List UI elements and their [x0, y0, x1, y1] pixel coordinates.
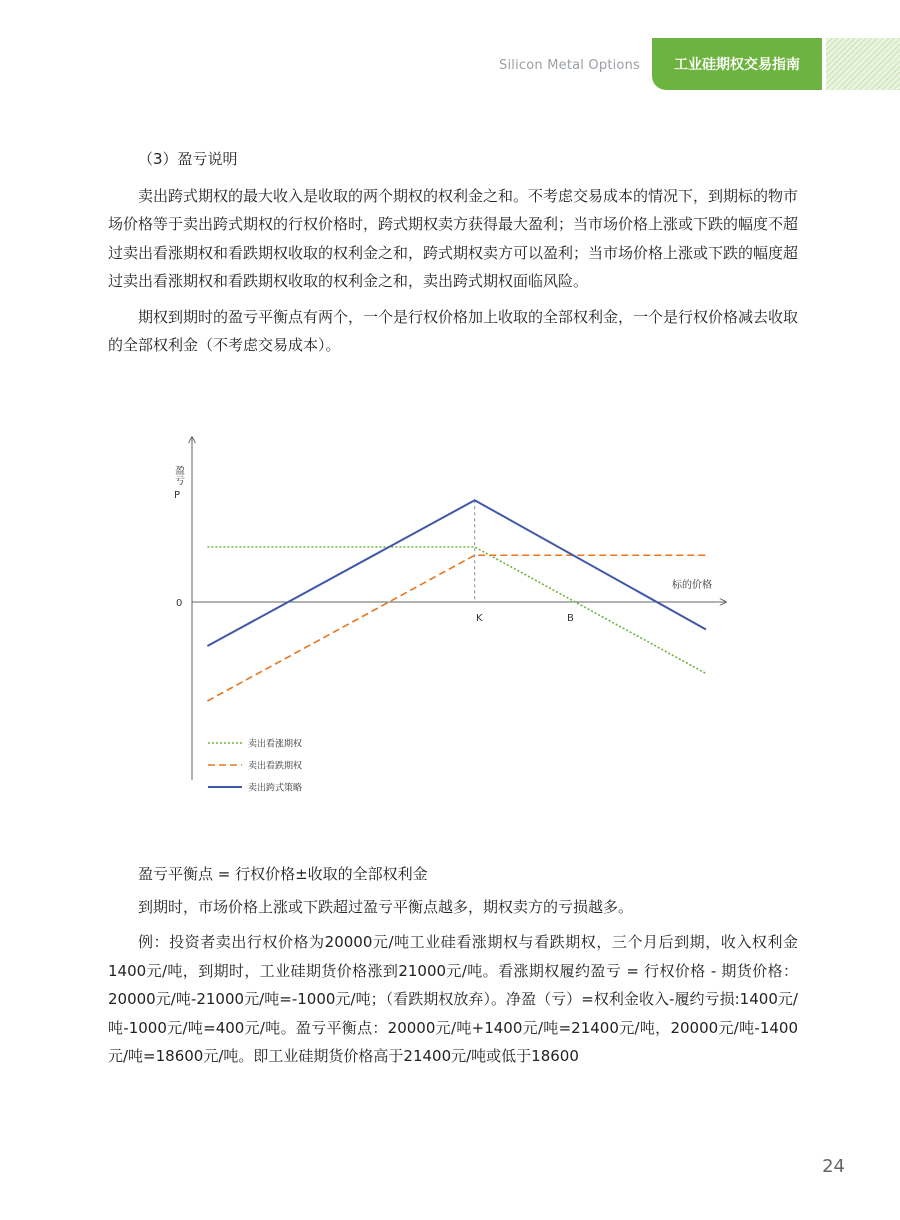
header-english-title: Silicon Metal Options: [499, 58, 640, 73]
breakeven-formula: 盈亏平衡点 = 行权价格±收取的全部权利金: [138, 865, 428, 883]
lower-content: [108, 860, 798, 1078]
series-line-3: [207, 500, 706, 646]
x-marker-k: K: [476, 613, 483, 624]
section-content: [108, 145, 798, 367]
section-heading: （3）盈亏说明: [138, 150, 238, 168]
payoff-chart: [150, 425, 750, 805]
legend-label-1: 卖出看涨期权: [248, 739, 303, 750]
paragraph: 到期时，市场价格上涨或下跌超过盈亏平衡点越多，期权卖方的亏损越多。: [138, 897, 634, 916]
paragraph: 例：投资者卖出行权价格为20000元/吨工业硅看涨期权与看跌期权，三个月后到期，收入权利金1400元/吨，到期时，工业硅期货价格涨到21000元/吨。看涨期权履约盈亏 = 行权价格 - 期货价格：20000元/吨-21000元/吨=-1000元/吨；（看跌期权放弃）。净盈（亏）=权利金收入-履约亏损:1400元/吨-1000元/吨=400元/吨。盈亏平衡点：20000元/吨+1400元/吨=21400元/吨，20000元/吨-1400元/吨=18600元/吨。即工业硅期货价格高于21400元/吨或低于18600: [108, 933, 798, 1065]
legend-label-3: 卖出跨式策略: [248, 783, 303, 794]
header-decorative-pattern: [826, 38, 900, 90]
series-line-2: [207, 555, 706, 701]
origin-label: 0: [176, 598, 183, 609]
paragraph: 卖出跨式期权的最大收入是收取的两个期权的权利金之和。不考虑交易成本的情况下，到期标的物市场价格等于卖出跨式期权的行权价格时，跨式期权卖方获得最大盈利；当市场价格上涨或下跌的幅度不超过卖出看涨期权和看跌期权收取的权利金之和，跨式期权卖方可以盈利；当市场价格上涨或下跌的幅度超过卖出看涨期权和看跌期权收取的权利金之和，卖出跨式期权面临风险。: [108, 186, 799, 290]
x-axis-label: 标的价格: [672, 580, 712, 591]
series-line-1: [207, 547, 706, 674]
legend-label-2: 卖出看跌期权: [248, 761, 303, 772]
y-axis-marker: P: [174, 490, 181, 501]
y-axis-label: 盈亏: [172, 465, 184, 485]
x-marker-b: B: [567, 613, 574, 624]
header-chinese-tab: 工业硅期权交易指南: [652, 38, 822, 90]
page-number: 24: [822, 1156, 845, 1177]
paragraph: 期权到期时的盈亏平衡点有两个，一个是行权价格加上收取的全部权利金，一个是行权价格减去收取的全部权利金（不考虑交易成本）。: [108, 307, 799, 354]
